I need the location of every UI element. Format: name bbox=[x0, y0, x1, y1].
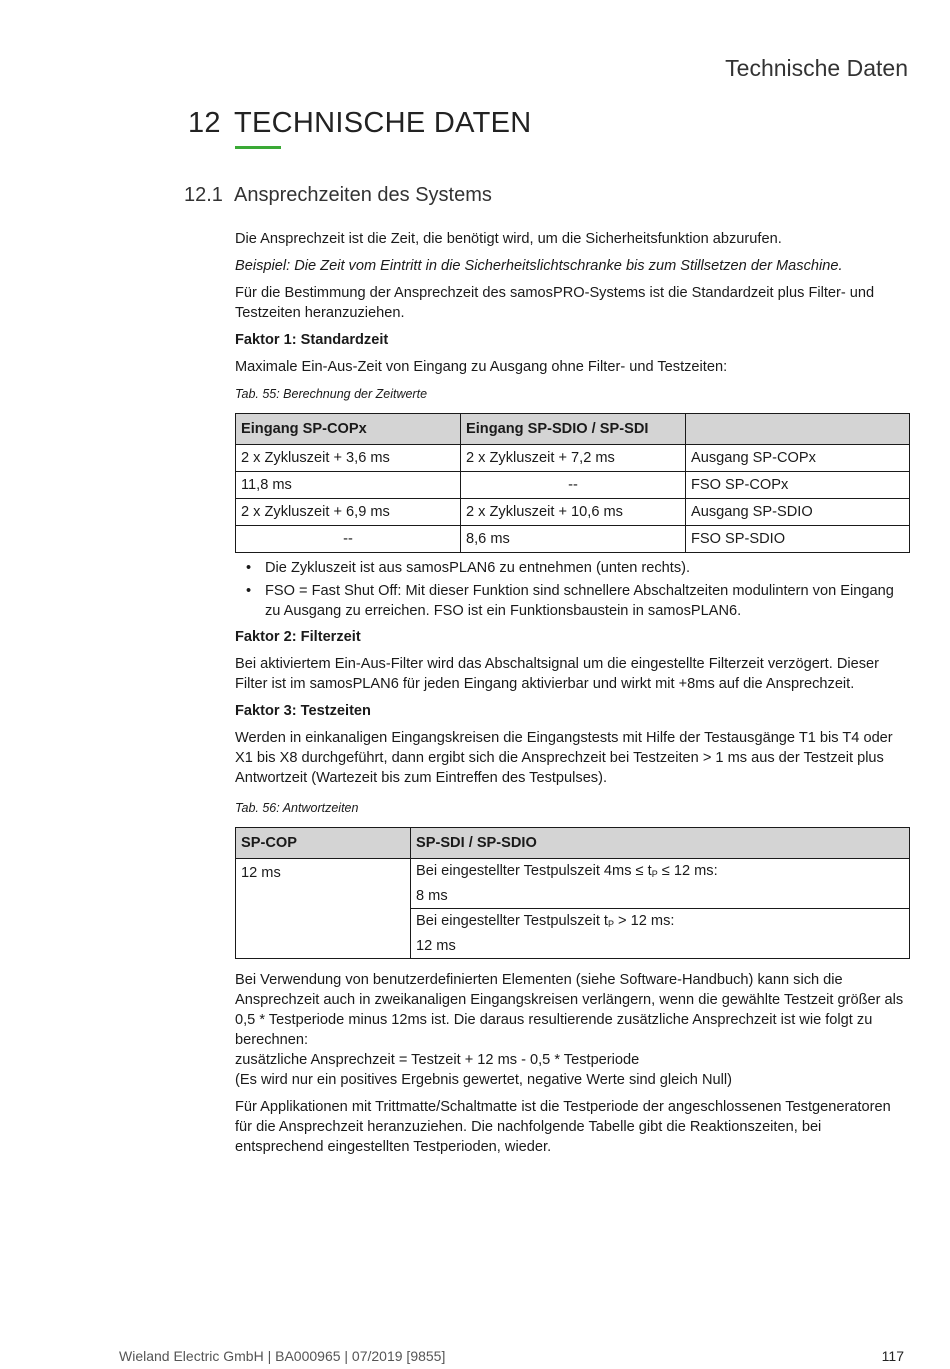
factor-heading: Faktor 3: Testzeiten bbox=[235, 703, 371, 719]
table-cell: 2 x Zykluszeit + 3,6 ms bbox=[236, 445, 461, 472]
cell-text: Bei eingestellter Testpulszeit 4ms ≤ t bbox=[416, 863, 652, 879]
chapter-accent-bar bbox=[235, 146, 281, 149]
table-caption: Tab. 55: Berechnung der Zeitwerte bbox=[235, 387, 428, 401]
paragraph: Für die Bestimmung der Ansprechzeit des samosPRO-Systems ist die Standardzeit plus Filter- und Testzeiten heranzuziehen. bbox=[235, 285, 875, 321]
section-heading bbox=[184, 184, 492, 207]
page-number: 117 bbox=[881, 1348, 904, 1364]
footer-imprint: Wieland Electric GmbH | BA000965 | 07/2019 [9855] bbox=[119, 1348, 446, 1364]
paragraph: Maximale Ein-Aus-Zeit von Eingang zu Ausgang ohne Filter- und Testzeiten: bbox=[235, 359, 728, 375]
table-header-row bbox=[236, 828, 910, 859]
paragraph: Bei aktiviertem Ein-Aus-Filter wird das Abschaltsignal um die eingestellte Filterzeit verzögert. Dieser Filter ist im samosPLAN6 für jeden Eingang aktivierbar und wirkt mit +8ms auf die Ansprechzeit. bbox=[235, 656, 879, 692]
cell-text: Bei eingestellter Testpulszeit t bbox=[416, 913, 608, 929]
table-cell: FSO SP-COPx bbox=[686, 472, 910, 499]
list-item: • FSO = Fast Shut Off: Mit dieser Funktion sind schnellere Abschaltzeiten modulintern von Eingang zu Ausgang zu erreichen. FSO ist ein Funktionsbaustein in samosPLAN6. bbox=[235, 581, 910, 621]
table-cell: -- bbox=[236, 526, 461, 553]
cell-text: > 12 ms: bbox=[614, 913, 675, 929]
table-row bbox=[236, 445, 910, 472]
response-time-table bbox=[235, 413, 910, 553]
table-caption: Tab. 56: Antwortzeiten bbox=[235, 801, 359, 815]
table-cell: 2 x Zykluszeit + 7,2 ms bbox=[461, 445, 686, 472]
example-paragraph: Beispiel: Die Zeit vom Eintritt in die Sicherheitslichtschranke bis zum Stillsetzen der Maschine. bbox=[235, 258, 843, 274]
bullet-list bbox=[235, 558, 910, 621]
formula-line: zusätzliche Ansprechzeit = Testzeit + 12 ms - 0,5 * Testperiode bbox=[235, 1052, 640, 1068]
table-header-cell: Eingang SP-COPx bbox=[236, 414, 461, 445]
table-row bbox=[236, 499, 910, 526]
chapter-number: 12 bbox=[188, 107, 221, 139]
table-header-cell: SP-SDI / SP-SDIO bbox=[411, 828, 910, 859]
body-content bbox=[235, 229, 910, 1164]
answer-time-table bbox=[235, 827, 910, 959]
table-cell: Ausgang SP-SDIO bbox=[686, 499, 910, 526]
subscript: P bbox=[607, 919, 614, 929]
list-item: • Die Zykluszeit ist aus samosPLAN6 zu entnehmen (unten rechts). bbox=[235, 558, 910, 578]
paragraph: (Es wird nur ein positives Ergebnis gewertet, negative Werte sind gleich Null) bbox=[235, 1072, 732, 1088]
table-cell: -- bbox=[461, 472, 686, 499]
table-header-cell bbox=[686, 414, 910, 445]
chapter-title: TECHNISCHE DATEN bbox=[234, 107, 532, 139]
paragraph: Für Applikationen mit Trittmatte/Schaltmatte ist die Testperiode der angeschlossenen Testgeneratoren für die Ansprechzeit heranzuziehen. Die nachfolgende Tabelle gibt die Reaktionszeiten, bei entsprechend eingestellten Testperioden, wieder. bbox=[235, 1099, 891, 1155]
table-cell: 2 x Zykluszeit + 10,6 ms bbox=[461, 499, 686, 526]
table-cell: 12 ms bbox=[236, 859, 411, 959]
paragraph: Werden in einkanaligen Eingangskreisen die Eingangstests mit Hilfe der Testausgänge T1 bis T4 oder X1 bis X8 durchgeführt, dann ergibt sich die Ansprechzeit bei Testzeiten > 1 ms aus der Testzeit plus Antwortzeit (Wartezeit bis zum Eintreffen des Testpulses). bbox=[235, 730, 893, 786]
table-cell: Ausgang SP-COPx bbox=[686, 445, 910, 472]
table-row bbox=[236, 472, 910, 499]
table-cell bbox=[411, 859, 910, 909]
table-row bbox=[236, 859, 910, 909]
cell-text: 8 ms bbox=[416, 888, 448, 904]
factor-heading: Faktor 1: Standardzeit bbox=[235, 332, 389, 348]
table-header-cell: Eingang SP-SDIO / SP-SDI bbox=[461, 414, 686, 445]
paragraph: Die Ansprechzeit ist die Zeit, die benötigt wird, um die Sicherheitsfunktion abzurufen. bbox=[235, 231, 782, 247]
table-cell: 2 x Zykluszeit + 6,9 ms bbox=[236, 499, 461, 526]
chapter-heading bbox=[188, 107, 532, 140]
paragraph: Bei Verwendung von benutzerdefinierten Elementen (siehe Software-Handbuch) kann sich die Ansprechzeit auch in zweikanaligen Eingangskreisen verlängern, wenn die gewählte Testzeit größer als 0,5 * Testperiode minus 12ms ist. Die daraus resultierende zusätzliche Ansprechzeit ist wie folgt zu berechnen: bbox=[235, 972, 904, 1048]
subscript: P bbox=[651, 869, 658, 879]
table-cell bbox=[411, 909, 910, 959]
table-cell: 11,8 ms bbox=[236, 472, 461, 499]
cell-text: 12 ms bbox=[416, 938, 456, 954]
factor-heading: Faktor 2: Filterzeit bbox=[235, 629, 361, 645]
section-number: 12.1 bbox=[184, 184, 223, 206]
table-cell: FSO SP-SDIO bbox=[686, 526, 910, 553]
table-header-row bbox=[236, 414, 910, 445]
table-header-cell: SP-COP bbox=[236, 828, 411, 859]
running-header: Technische Daten bbox=[725, 55, 908, 81]
cell-text: ≤ 12 ms: bbox=[657, 863, 718, 879]
section-title: Ansprechzeiten des Systems bbox=[234, 184, 492, 206]
table-cell: 8,6 ms bbox=[461, 526, 686, 553]
table-row bbox=[236, 526, 910, 553]
